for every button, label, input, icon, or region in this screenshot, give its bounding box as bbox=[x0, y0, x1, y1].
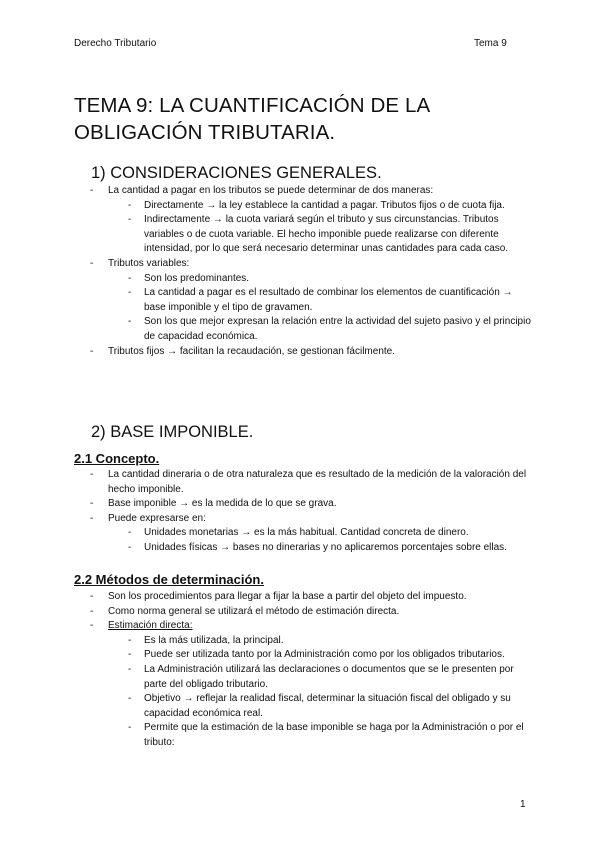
list-item: - Tributos fijos → facilitan la recaudación, se gestionan fácilmente. bbox=[74, 345, 534, 360]
page-number: 1 bbox=[520, 799, 526, 810]
section-1-heading: 1) CONSIDERACIONES GENERALES. bbox=[91, 164, 382, 182]
list-item: - Unidades monetarias → es la más habitual. Cantidad concreta de dinero. bbox=[74, 526, 534, 541]
list-item: - Permite que la estimación de la base imponible se haga por la Administración o por el tributo: bbox=[74, 721, 534, 750]
header-subject: Derecho Tributario bbox=[74, 38, 157, 49]
page-title bbox=[74, 92, 534, 146]
header-topic: Tema 9 bbox=[474, 38, 507, 49]
list-item: - Objetivo → reflejar la realidad fiscal, determinar la situación fiscal del obligado y su capacidad económica real. bbox=[74, 692, 534, 721]
subsection-2-2-list bbox=[74, 590, 534, 751]
list-item: - Son los que mejor expresan la relación entre la actividad del sujeto pasivo y el principio de capacidad económica. bbox=[74, 315, 534, 344]
list-item: - Son los procedimientos para llegar a fijar la base a partir del objeto del impuesto. bbox=[74, 590, 534, 605]
section-2-heading: 2) BASE IMPONIBLE. bbox=[91, 423, 254, 441]
list-item: - La cantidad dineraria o de otra naturaleza que es resultado de la medición de la valoración del hecho imponible. bbox=[74, 468, 534, 497]
subsection-2-1-heading: 2.1 Concepto. bbox=[74, 451, 160, 466]
list-item: - Base imponible → es la medida de lo que se grava. bbox=[74, 497, 534, 512]
list-item: - Tributos variables: bbox=[74, 257, 534, 272]
list-item: - Indirectamente → la cuota variará según el tributo y sus circunstancias. Tributos variables o de cuota variable. El hecho imponible puede realizarse con diferente intensidad, por lo que será necesario determinar unas cantidades para cada caso. bbox=[74, 213, 534, 257]
subsection-2-2-heading: 2.2 Métodos de determinación. bbox=[74, 572, 264, 587]
list-item: - Directamente → la ley establece la cantidad a pagar. Tributos fijos o de cuota fija. bbox=[74, 199, 534, 214]
list-item: - Es la más utilizada, la principal. bbox=[74, 634, 534, 649]
list-item: - Unidades físicas → bases no dinerarias y no aplicaremos porcentajes sobre ellas. bbox=[74, 541, 534, 556]
list-item: - La Administración utilizará las declaraciones o documentos que se le presenten por parte del obligado tributario. bbox=[74, 663, 534, 692]
title-line-1: TEMA 9: LA CUANTIFICACIÓN DE LA bbox=[74, 94, 431, 117]
list-item: - Puede expresarse en: bbox=[74, 512, 534, 527]
section-1-list bbox=[74, 184, 534, 359]
title-line-2: OBLIGACIÓN TRIBUTARIA. bbox=[74, 121, 336, 144]
list-item: - Puede ser utilizada tanto por la Administración como por los obligados tributarios. bbox=[74, 648, 534, 663]
list-item: - La cantidad a pagar es el resultado de combinar los elementos de cuantificación → base imponible y el tipo de gravamen. bbox=[74, 286, 534, 315]
list-item: - Como norma general se utilizará el método de estimación directa. bbox=[74, 605, 534, 620]
list-item: - La cantidad a pagar en los tributos se puede determinar de dos maneras: bbox=[74, 184, 534, 199]
list-item: - Estimación directa: bbox=[74, 619, 534, 634]
subsection-2-1-list bbox=[74, 468, 534, 556]
list-item: - Son los predominantes. bbox=[74, 272, 534, 287]
